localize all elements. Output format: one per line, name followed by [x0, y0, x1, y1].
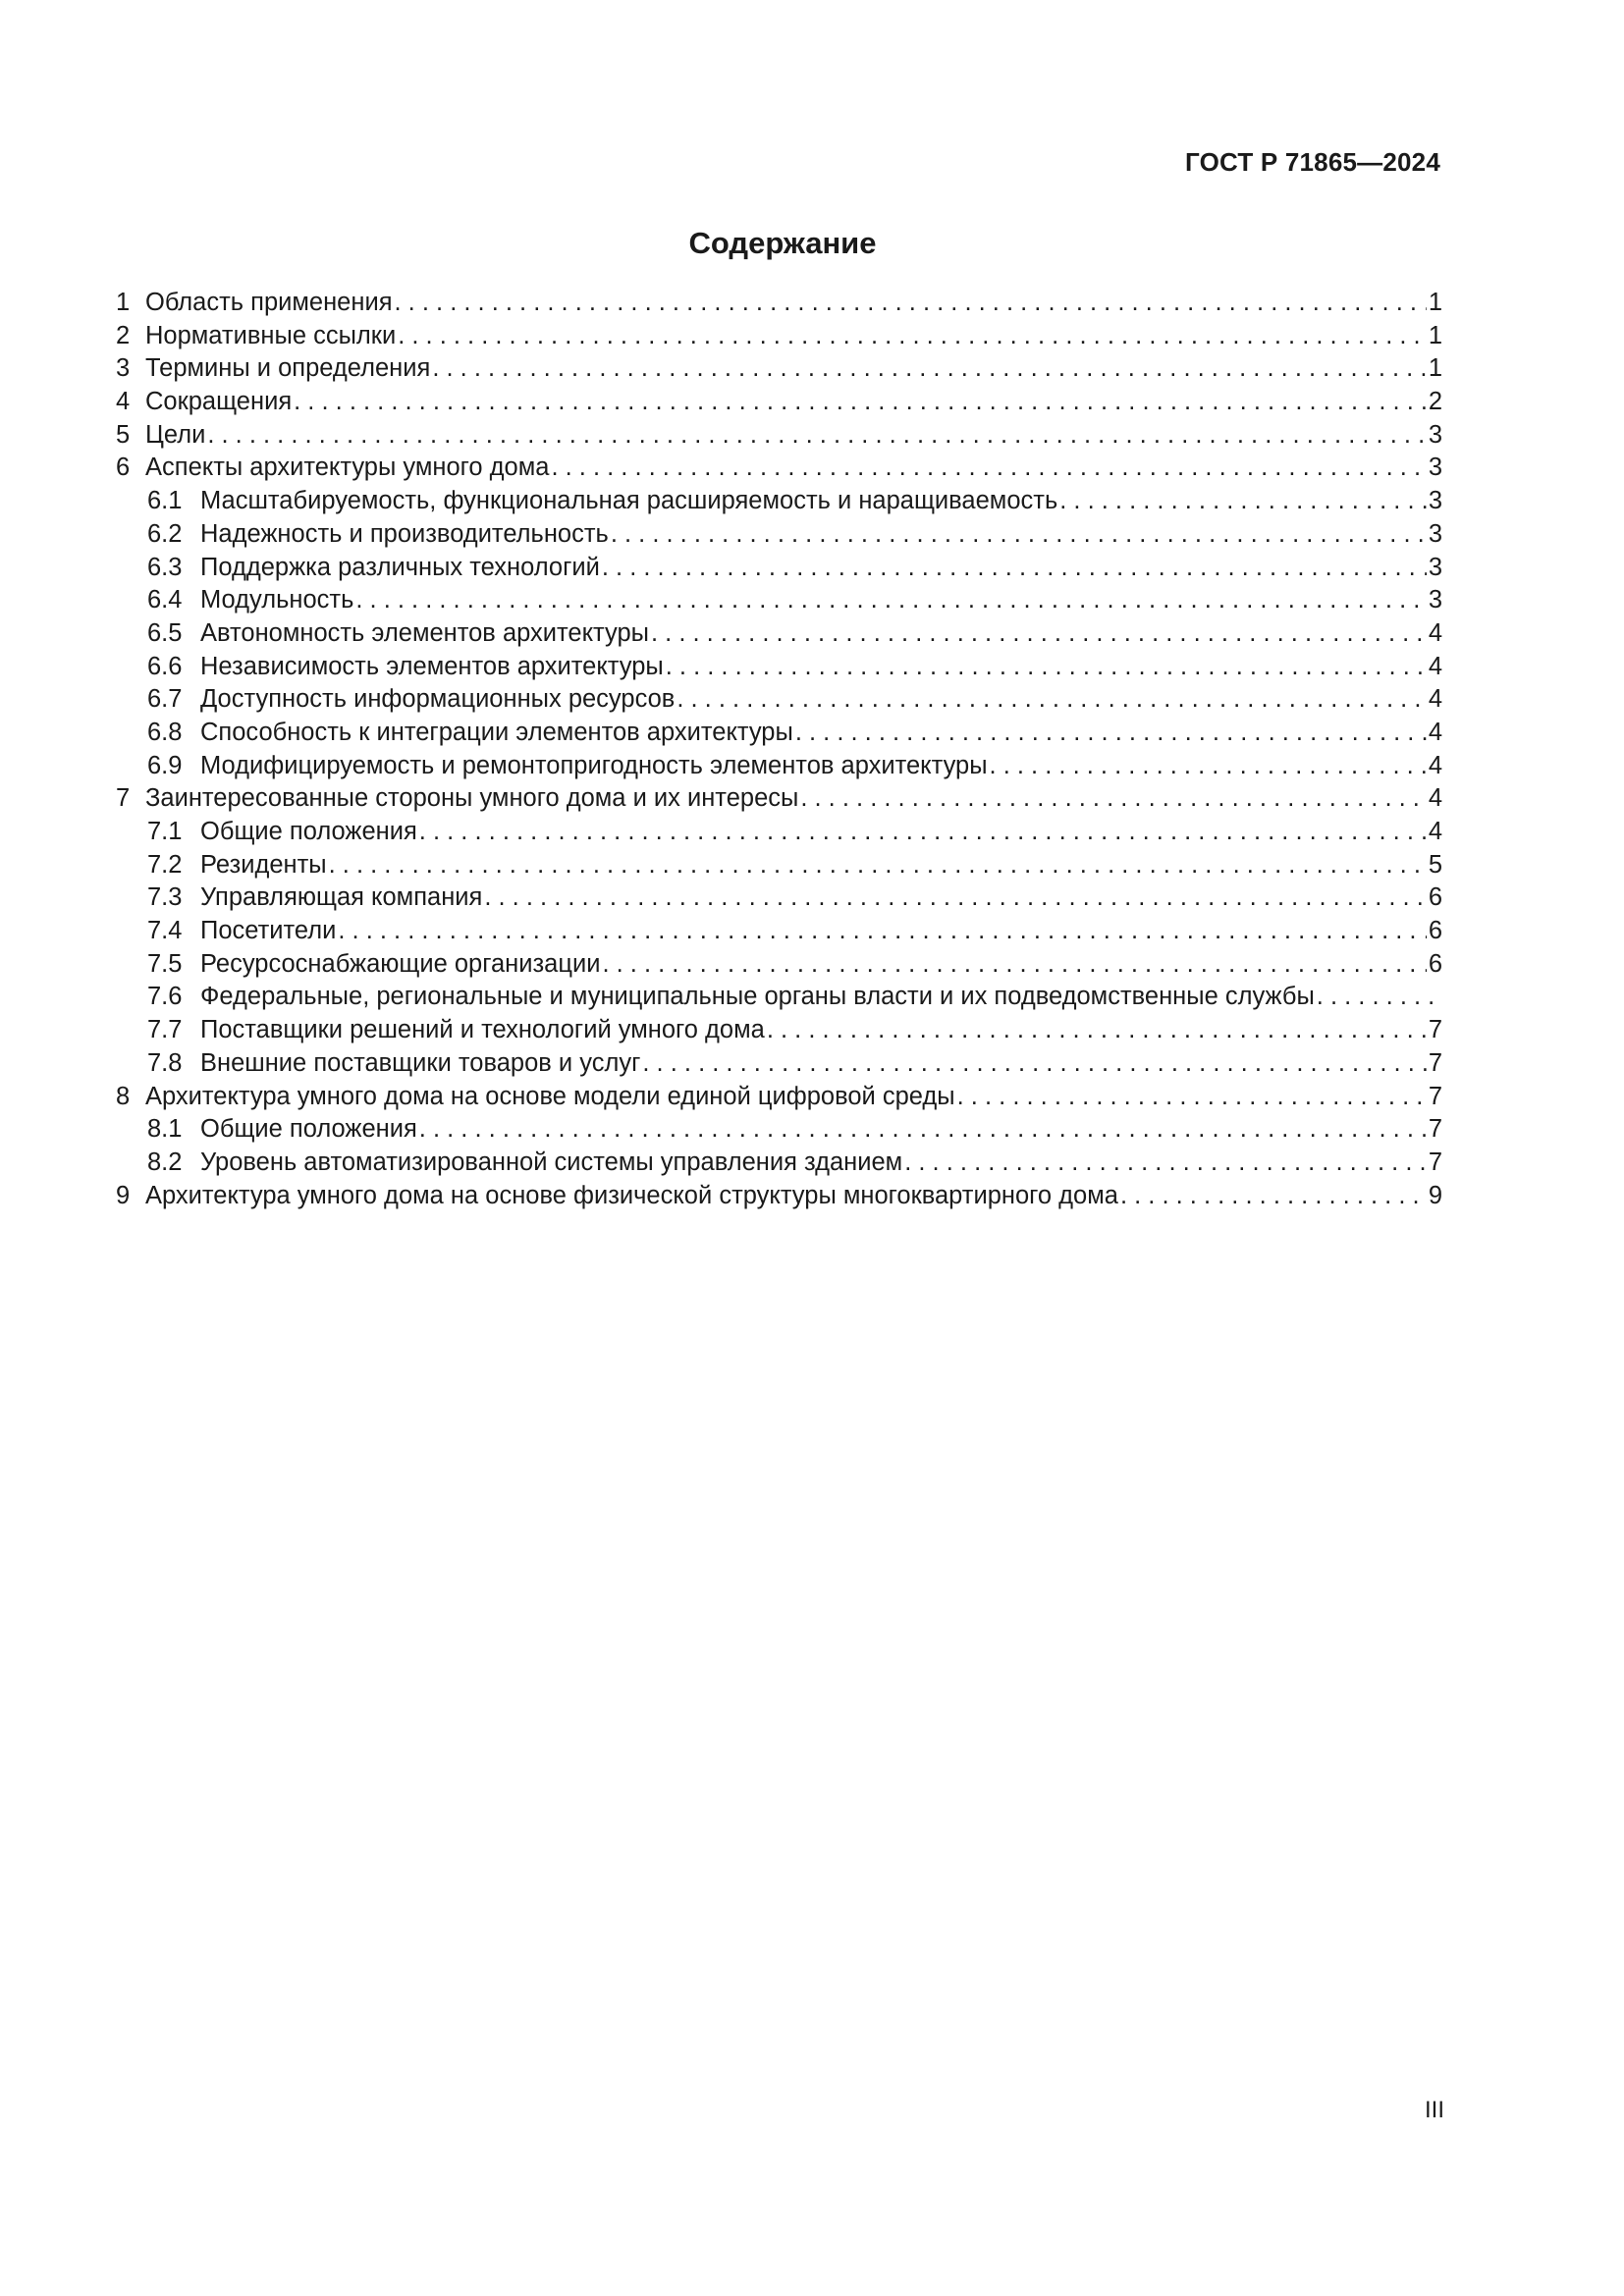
toc-dot-leader: [651, 617, 1427, 651]
toc-dot-leader: [484, 881, 1426, 915]
toc-entry[interactable]: [116, 452, 1442, 485]
toc-entry[interactable]: [116, 320, 1442, 353]
toc-entry-number: 9: [116, 1181, 131, 1209]
toc-entry-label: Доступность информационных ресурсов: [200, 685, 676, 714]
toc-entry-number: 7.1: [147, 818, 183, 845]
toc-entry-number: 6: [116, 454, 131, 482]
toc-dot-leader: [395, 287, 1427, 320]
toc-entry[interactable]: [116, 948, 1442, 982]
toc-entry-page: 9: [1428, 1181, 1442, 1209]
toc-dot-leader: [1317, 981, 1440, 1014]
toc-entry-number: 6.9: [147, 751, 183, 779]
toc-entry[interactable]: [116, 485, 1442, 518]
toc-entry[interactable]: [116, 1180, 1442, 1213]
toc-entry-page: 7: [1428, 1115, 1442, 1144]
toc-dot-leader: [666, 651, 1427, 684]
toc-entry-number: 8: [116, 1082, 131, 1110]
toc-dot-leader: [432, 352, 1427, 386]
toc-dot-leader: [677, 683, 1426, 717]
toc-entry[interactable]: [116, 750, 1442, 783]
toc-entry[interactable]: [116, 518, 1442, 552]
toc-entry-number: 6.3: [147, 553, 183, 581]
toc-dot-leader: [1120, 1180, 1427, 1213]
toc-entry[interactable]: [116, 881, 1442, 915]
toc-entry-label: Управляющая компания: [200, 883, 483, 912]
toc-entry-page: 4: [1428, 784, 1442, 813]
toc-entry[interactable]: [116, 386, 1442, 419]
toc-entry-label: Способность к интеграции элементов архитектуры: [200, 718, 793, 746]
toc-entry-page: 6: [1428, 883, 1442, 912]
toc-entry[interactable]: [116, 651, 1442, 684]
toc-dot-leader: [338, 915, 1426, 948]
toc-dot-leader: [419, 1113, 1427, 1147]
toc-entry-page: 7: [1428, 1016, 1442, 1044]
toc-dot-leader: [1059, 485, 1427, 518]
toc-entry-label: Независимость элементов архитектуры: [200, 652, 664, 680]
toc-entry-label: Цели: [145, 420, 206, 449]
toc-entry-label: Поставщики решений и технологий умного дома: [200, 1016, 765, 1044]
toc-entry-page: 7: [1428, 1148, 1442, 1176]
toc-entry[interactable]: [116, 1147, 1442, 1180]
toc-entry-number: 6.5: [147, 618, 183, 647]
toc-dot-leader: [990, 750, 1427, 783]
toc-entry-number: 6.6: [147, 652, 183, 680]
toc-entry[interactable]: [116, 683, 1442, 717]
toc-dot-leader: [419, 816, 1427, 849]
toc-entry[interactable]: [116, 287, 1442, 320]
toc-entry-label: Масштабируемость, функциональная расширяемость и наращиваемость: [200, 487, 1058, 515]
toc-entry-label: Архитектура умного дома на основе физической структуры многоквартирного дома: [145, 1181, 1118, 1209]
toc-entry[interactable]: [116, 717, 1442, 750]
toc-dot-leader: [957, 1081, 1427, 1114]
toc-entry[interactable]: [116, 584, 1442, 617]
toc-entry-page: 7: [1428, 1082, 1442, 1110]
toc-dot-leader: [642, 1047, 1426, 1081]
toc-entry-label: Заинтересованные стороны умного дома и их интересы: [145, 784, 799, 813]
toc-entry-page: 3: [1428, 420, 1442, 449]
toc-entry-label: Область применения: [145, 289, 393, 316]
toc-dot-leader: [398, 320, 1427, 353]
toc-dot-leader: [294, 386, 1427, 419]
toc-entry-page: 4: [1428, 818, 1442, 845]
toc-entry-label: Общие положения: [200, 1115, 417, 1144]
toc-entry-label: Архитектура умного дома на основе модели единой цифровой среды: [145, 1082, 955, 1110]
toc-dot-leader: [329, 849, 1427, 882]
toc-dot-leader: [551, 452, 1426, 485]
toc-entry[interactable]: [116, 915, 1442, 948]
toc-entry-number: 6.8: [147, 718, 183, 746]
toc-title: Содержание: [688, 226, 877, 260]
toc-entry-number: 6.1: [147, 487, 183, 515]
toc-entry-label: Федеральные, региональные и муниципальные органы власти и их подведомственные службы: [200, 983, 1315, 1011]
toc-entry[interactable]: [116, 552, 1442, 585]
toc-entry-label: Внешние поставщики товаров и услуг: [200, 1048, 641, 1077]
toc-dot-leader: [800, 782, 1426, 816]
toc-entry[interactable]: [116, 849, 1442, 882]
toc-entry[interactable]: [116, 1081, 1442, 1114]
toc-entry-label: Нормативные ссылки: [145, 321, 397, 349]
toc-entry-label: Ресурсоснабжающие организации: [200, 949, 601, 978]
toc-dot-leader: [602, 948, 1426, 982]
toc-entry[interactable]: [116, 617, 1442, 651]
toc-entry-number: 3: [116, 354, 131, 383]
toc-entry[interactable]: [116, 352, 1442, 386]
toc-entry-number: 1: [116, 289, 131, 316]
page-number: III: [1424, 2097, 1444, 2123]
toc-entry-label: Посетители: [200, 917, 337, 945]
toc-entry-page: 1: [1428, 354, 1442, 383]
toc-entry-page: 4: [1428, 685, 1442, 714]
toc-entry-number: 2: [116, 321, 131, 349]
toc-entry-number: 7.8: [147, 1048, 183, 1077]
toc-entry-page: 4: [1428, 652, 1442, 680]
toc-entry-page: 1: [1428, 321, 1442, 349]
toc-entry-number: 7.2: [147, 850, 183, 879]
toc-entry-label: Сокращения: [145, 388, 293, 416]
toc-entry-page: 3: [1428, 487, 1442, 515]
toc-entry-label: Модульность: [200, 586, 354, 614]
toc-dot-leader: [355, 584, 1426, 617]
toc-entry[interactable]: [116, 1014, 1442, 1047]
toc-entry-page: 3: [1428, 553, 1442, 581]
toc-entry-page: 4: [1428, 618, 1442, 647]
toc-entry-number: 5: [116, 420, 131, 449]
toc-dot-leader: [611, 518, 1427, 552]
toc-dot-leader: [904, 1147, 1427, 1180]
toc-entry-number: 7.7: [147, 1016, 183, 1044]
toc-entry-number: 7.6: [147, 983, 183, 1011]
toc-entry-number: 6.2: [147, 519, 183, 548]
toc-entry-page: 6: [1428, 949, 1442, 978]
toc-entry[interactable]: [116, 981, 1442, 1014]
toc-entry-page: 3: [1428, 454, 1442, 482]
toc-entry-number: 8.1: [147, 1115, 183, 1144]
toc-entry-page: 4: [1428, 718, 1442, 746]
toc-entry[interactable]: [116, 1113, 1442, 1147]
toc-entry-label: Общие положения: [200, 818, 417, 845]
toc-dot-leader: [602, 552, 1427, 585]
toc-dot-leader: [207, 419, 1426, 453]
toc-dot-leader: [767, 1014, 1427, 1047]
toc-entry-number: 4: [116, 388, 131, 416]
toc-entry-label: Модифицируемость и ремонтопригодность элементов архитектуры: [200, 751, 988, 779]
toc-entry-page: 6: [1428, 917, 1442, 945]
toc-entry[interactable]: [116, 816, 1442, 849]
table-of-contents: [116, 287, 1442, 1212]
toc-entry-label: Резиденты: [200, 850, 327, 879]
toc-entry-number: 7: [116, 784, 131, 813]
toc-entry[interactable]: [116, 419, 1442, 453]
toc-entry-page: 7: [1428, 1048, 1442, 1077]
toc-entry-number: 7.5: [147, 949, 183, 978]
toc-entry-label: Термины и определения: [145, 354, 431, 383]
toc-entry-number: 7.4: [147, 917, 183, 945]
toc-entry-page: 1: [1428, 289, 1442, 316]
toc-entry-page: 3: [1428, 519, 1442, 548]
toc-entry-page: 4: [1428, 751, 1442, 779]
toc-entry-number: 7.3: [147, 883, 183, 912]
toc-entry-page: 2: [1428, 388, 1442, 416]
toc-entry[interactable]: [116, 782, 1442, 816]
toc-entry-number: 6.4: [147, 586, 183, 614]
toc-entry-label: Надежность и производительность: [200, 519, 609, 548]
toc-entry-label: Поддержка различных технологий: [200, 553, 600, 581]
toc-dot-leader: [795, 717, 1427, 750]
toc-entry-page: 3: [1428, 586, 1442, 614]
toc-entry-label: Аспекты архитектуры умного дома: [145, 454, 550, 482]
toc-entry-label: Уровень автоматизированной системы управления зданием: [200, 1148, 903, 1176]
toc-entry-label: Автономность элементов архитектуры: [200, 618, 649, 647]
document-code: ГОСТ Р 71865—2024: [1185, 147, 1440, 177]
toc-entry-number: 6.7: [147, 685, 183, 714]
toc-entry-number: 8.2: [147, 1148, 183, 1176]
toc-entry-page: 5: [1428, 850, 1442, 879]
toc-entry[interactable]: [116, 1047, 1442, 1081]
